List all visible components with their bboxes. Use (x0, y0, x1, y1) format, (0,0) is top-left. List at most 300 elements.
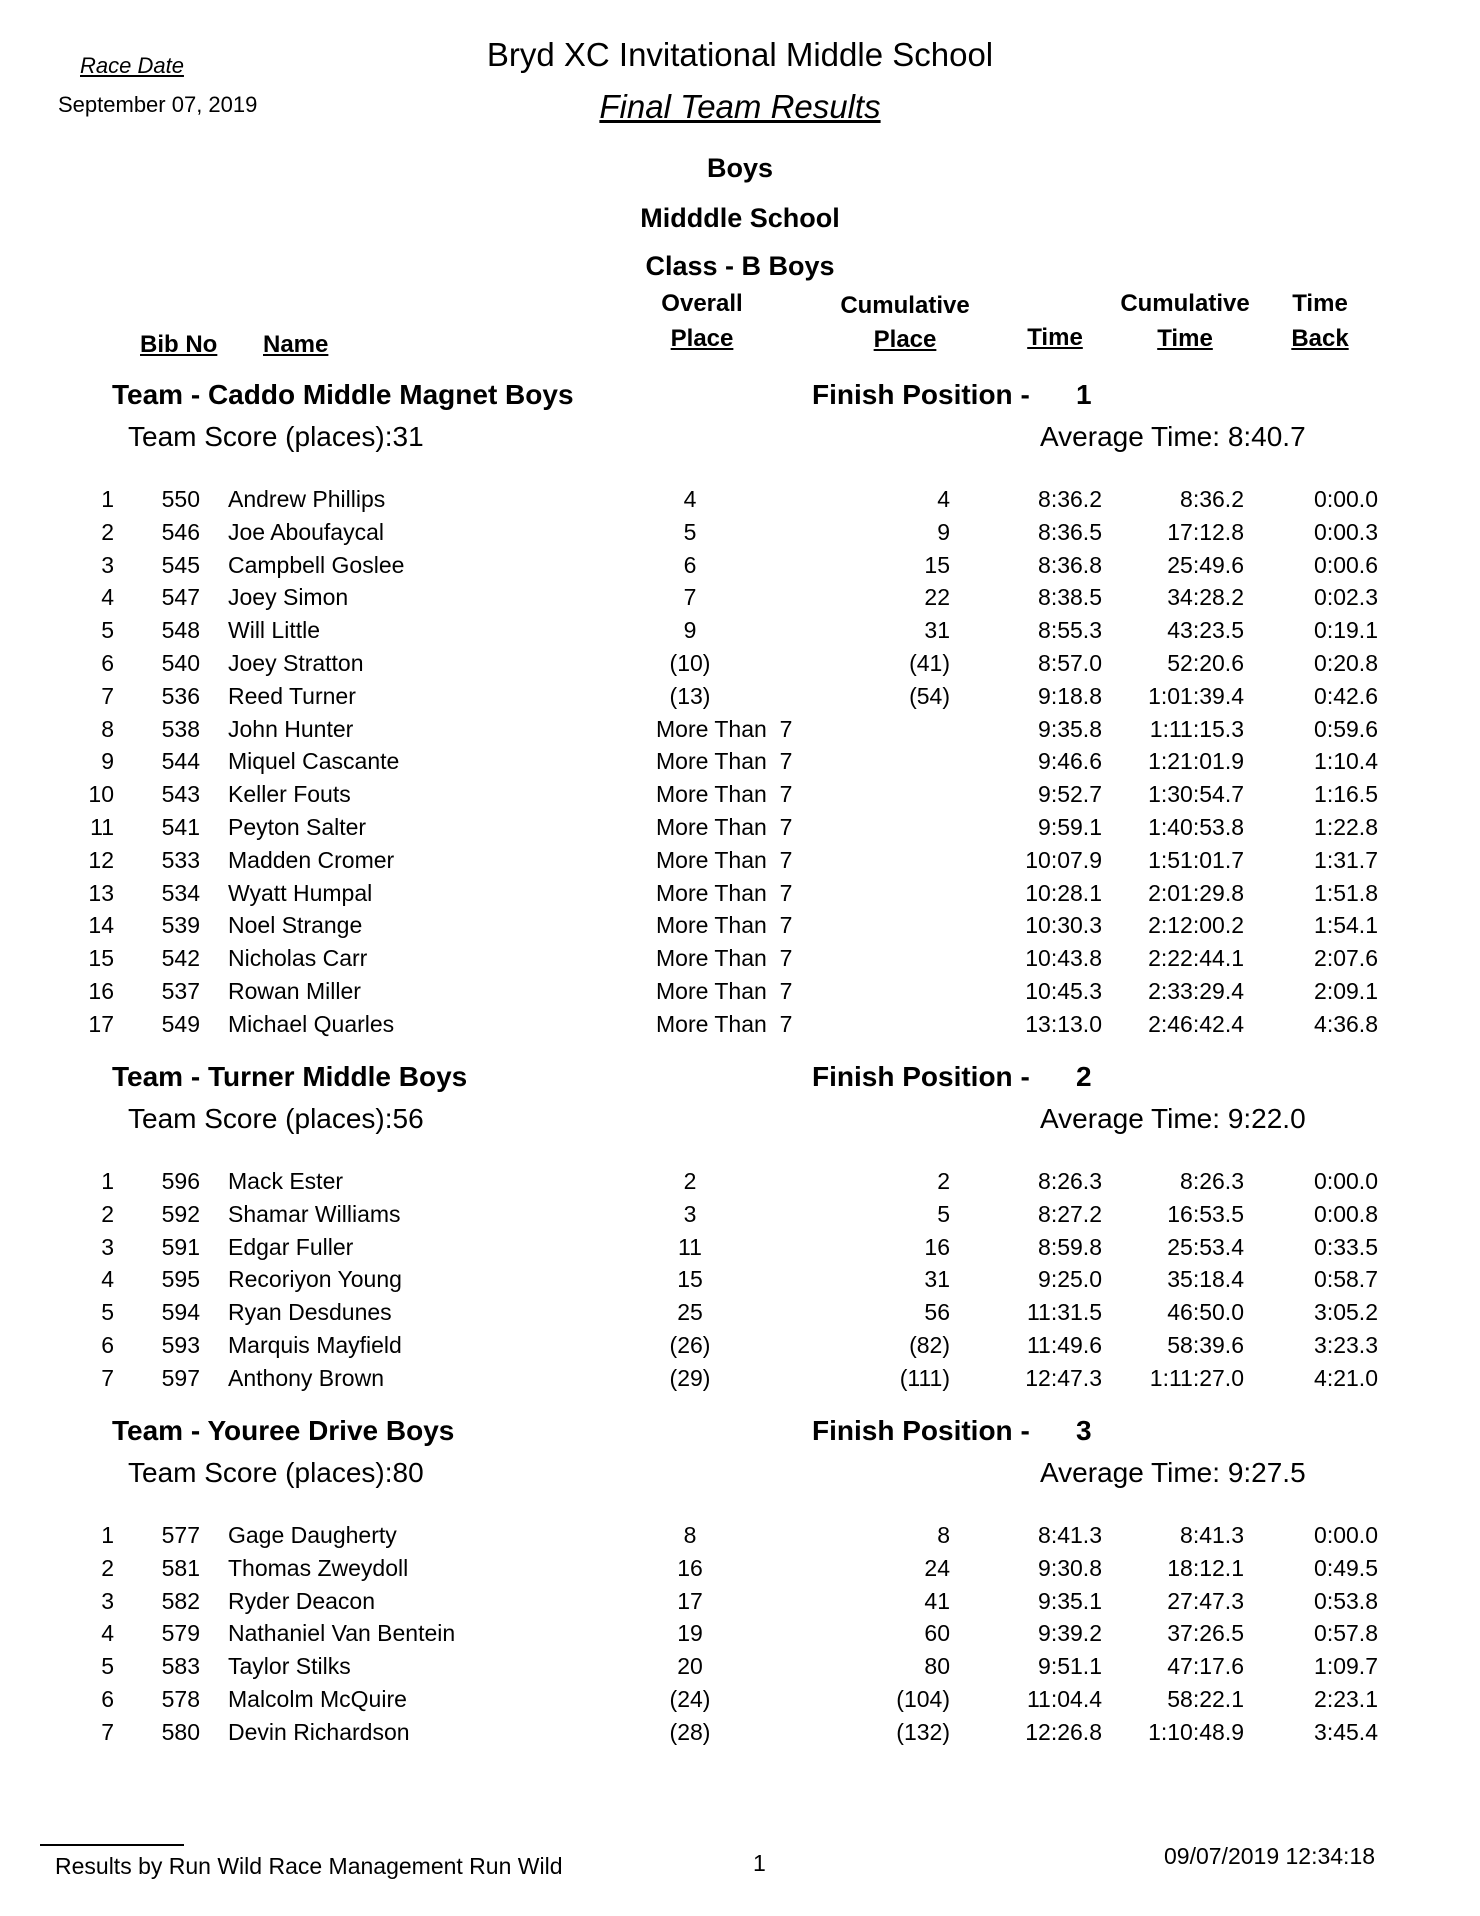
runner-time-back: 0:58.7 (1314, 1266, 1378, 1293)
runner-row (0, 1686, 1480, 1719)
runner-time-back: 2:09.1 (1314, 978, 1378, 1004)
runner-cumulative-place: 60 (924, 1620, 950, 1647)
average-time (1040, 1457, 1306, 1489)
runner-name: Will Little (228, 617, 321, 644)
runner-name: Taylor Stilks (228, 1653, 351, 1680)
runner-name: Gage Daugherty (228, 1522, 397, 1548)
runner-cumulative-time: 2:01:29.8 (1148, 879, 1244, 906)
runner-cumulative-time: 1:11:15.3 (1149, 715, 1244, 742)
runner-name: Peyton Salter (228, 814, 367, 840)
page-number: 1 (753, 1850, 766, 1876)
runner-place: 6 (101, 1686, 114, 1712)
runner-row (0, 650, 1480, 683)
runner-cumulative-time: 18:12.1 (1167, 1554, 1244, 1581)
average-time (1040, 1103, 1306, 1135)
runner-place: 2 (101, 518, 114, 545)
runner-place: 3 (101, 1587, 114, 1614)
runner-overall-place: More Than 7 (656, 846, 793, 873)
runner-bib: 594 (161, 1299, 200, 1326)
runner-cumulative-place: 31 (924, 617, 950, 644)
runner-time: 9:30.8 (1038, 1554, 1102, 1581)
runner-row (0, 1365, 1480, 1398)
runner-place: 6 (101, 1332, 114, 1358)
runner-name: Noel Strange (228, 912, 363, 939)
runner-name: Miquel Cascante (228, 748, 400, 775)
runner-overall-place: (13) (669, 682, 711, 709)
runner-bib: 577 (161, 1522, 200, 1548)
runner-time: 8:36.5 (1038, 518, 1102, 545)
runner-time: 11:49.6 (1026, 1332, 1102, 1358)
finish-position-value: 1 (1076, 379, 1092, 410)
runner-time-back: 0:42.6 (1314, 682, 1378, 709)
col-back-bottom: Back (1291, 325, 1349, 352)
runner-overall-place: 20 (677, 1653, 703, 1680)
runner-time-back: 0:57.8 (1314, 1620, 1378, 1647)
runner-overall-place: 9 (683, 617, 697, 644)
runner-time-back: 2:23.1 (1314, 1686, 1378, 1712)
runner-cumulative-time: 1:21:01.9 (1148, 748, 1244, 775)
runner-bib: 548 (161, 617, 200, 644)
average-time-value: 9:27.5 (1227, 1457, 1306, 1488)
runner-cumulative-place: 15 (924, 551, 950, 578)
runner-row (0, 519, 1480, 552)
runner-place: 15 (88, 945, 114, 972)
runner-place: 10 (88, 781, 114, 808)
runner-time: 10:43.8 (1025, 945, 1102, 972)
col-cum-time-bottom: Time (1157, 325, 1213, 352)
finish-position-value: 3 (1076, 1415, 1092, 1446)
runner-place: 3 (101, 551, 114, 578)
runner-overall-place: 4 (683, 486, 697, 512)
runner-row (0, 1522, 1480, 1555)
runner-place: 5 (101, 617, 114, 644)
runner-bib: 592 (161, 1200, 200, 1227)
runner-name: Malcolm McQuire (228, 1686, 407, 1712)
runner-bib: 583 (161, 1653, 200, 1680)
runner-name: Keller Fouts (228, 781, 351, 808)
runner-bib: 549 (161, 1010, 200, 1037)
runner-place: 3 (101, 1233, 114, 1260)
runner-row (0, 1299, 1480, 1332)
finish-position-value: 2 (1076, 1061, 1092, 1092)
runner-overall-place: More Than 7 (656, 781, 793, 808)
runner-place: 2 (101, 1554, 114, 1581)
team-name: Team - Youree Drive Boys (112, 1415, 455, 1446)
runner-row (0, 748, 1480, 781)
runner-overall-place: 17 (677, 1587, 703, 1614)
runner-place: 14 (88, 912, 114, 939)
runner-cumulative-time: 1:11:27.0 (1149, 1364, 1244, 1391)
team-score: Team Score (places):31 (128, 421, 424, 452)
runner-time-back: 1:22.8 (1314, 814, 1378, 840)
runner-cumulative-time: 58:22.1 (1167, 1686, 1244, 1712)
average-time (1040, 421, 1306, 453)
runner-time-back: 1:54.1 (1314, 912, 1378, 939)
runner-time: 9:18.8 (1038, 682, 1102, 709)
runner-time: 8:36.2 (1038, 486, 1102, 512)
runner-time-back: 0:00.3 (1314, 518, 1378, 545)
runner-time: 9:35.1 (1038, 1587, 1102, 1614)
runner-name: Anthony Brown (228, 1364, 384, 1391)
runner-cumulative-time: 58:39.6 (1167, 1332, 1244, 1358)
runner-row (0, 1332, 1480, 1365)
runner-cumulative-time: 27:47.3 (1167, 1587, 1244, 1614)
runner-time: 9:25.0 (1038, 1266, 1102, 1293)
division-heading: Boys (706, 153, 774, 183)
race-date-label: Race Date (80, 53, 184, 78)
runner-time-back: 1:10.4 (1314, 748, 1378, 775)
runner-time-back: 0:00.0 (1314, 486, 1378, 512)
level-heading: Midddle School (640, 203, 840, 233)
runner-row (0, 1719, 1480, 1752)
runner-time: 8:57.0 (1038, 650, 1102, 676)
runner-time: 8:59.8 (1038, 1233, 1102, 1260)
runner-overall-place: 2 (683, 1168, 697, 1194)
runner-time-back: 4:21.0 (1314, 1364, 1378, 1391)
runner-time: 8:36.8 (1038, 551, 1102, 578)
runner-cumulative-place: 31 (924, 1266, 950, 1293)
runner-name: Ryan Desdunes (228, 1299, 392, 1326)
runner-row (0, 1234, 1480, 1267)
runner-name: Michael Quarles (228, 1010, 395, 1037)
runner-time-back: 0:53.8 (1314, 1587, 1378, 1614)
team-name: Team - Caddo Middle Magnet Boys (112, 379, 574, 410)
runner-row (0, 617, 1480, 650)
runner-cumulative-place: 22 (924, 584, 950, 611)
runner-overall-place: 3 (683, 1200, 697, 1227)
average-time-value: 9:22.0 (1227, 1103, 1306, 1134)
col-name: Name (263, 331, 329, 358)
page-title: Bryd XC Invitational Middle School (486, 36, 994, 73)
runner-place: 7 (101, 1364, 114, 1391)
runner-bib: 550 (161, 486, 200, 512)
runner-time-back: 0:59.6 (1314, 715, 1378, 742)
runner-place: 4 (101, 1620, 114, 1647)
runner-time: 9:51.1 (1038, 1653, 1102, 1680)
runner-bib: 582 (161, 1587, 200, 1614)
runner-overall-place: (24) (669, 1686, 711, 1712)
runner-overall-place: 19 (677, 1620, 703, 1647)
runner-cumulative-time: 25:53.4 (1167, 1233, 1244, 1260)
runner-bib: 546 (161, 518, 200, 545)
runner-name: Campbell Goslee (228, 551, 405, 578)
runner-bib: 541 (161, 814, 200, 840)
runner-time: 9:39.2 (1038, 1620, 1102, 1647)
runner-overall-place: (29) (669, 1364, 711, 1391)
runner-cumulative-place: 41 (924, 1587, 950, 1614)
runner-bib: 591 (161, 1233, 200, 1260)
runner-place: 4 (101, 584, 114, 611)
runner-name: Nathaniel Van Bentein (228, 1620, 456, 1647)
runner-cumulative-place: 5 (937, 1200, 950, 1227)
finish-position-label: Finish Position - (812, 1061, 1030, 1092)
runner-time: 8:41.3 (1038, 1522, 1102, 1548)
runner-cumulative-time: 1:51:01.7 (1148, 846, 1244, 873)
runner-overall-place: More Than 7 (656, 1010, 793, 1037)
runner-row (0, 912, 1480, 945)
runner-name: Thomas Zweydoll (228, 1554, 409, 1581)
runner-time: 8:55.3 (1038, 617, 1102, 644)
runner-cumulative-place: 4 (937, 486, 950, 512)
runner-time-back: 3:45.4 (1314, 1718, 1378, 1745)
runner-overall-place: More Than 7 (656, 814, 793, 840)
runner-name: Joey Stratton (228, 650, 364, 676)
runner-time-back: 0:02.3 (1314, 584, 1378, 611)
runner-cumulative-place: (104) (896, 1686, 950, 1712)
runner-row (0, 978, 1480, 1011)
runner-place: 16 (88, 978, 114, 1004)
runner-time-back: 0:00.0 (1314, 1168, 1378, 1194)
runner-bib: 540 (161, 650, 200, 676)
runner-time: 8:27.2 (1038, 1200, 1102, 1227)
runner-cumulative-time: 16:53.5 (1167, 1200, 1244, 1227)
runner-name: Rowan Miller (228, 978, 361, 1004)
runner-place: 13 (88, 879, 114, 906)
runner-bib: 579 (161, 1620, 200, 1647)
runner-bib: 536 (161, 682, 200, 709)
team-name: Team - Turner Middle Boys (112, 1061, 468, 1092)
runner-bib: 533 (161, 846, 200, 873)
runner-name: Wyatt Humpal (228, 879, 373, 906)
col-time: Time (1027, 324, 1083, 351)
runner-bib: 593 (161, 1332, 200, 1358)
runner-cumulative-time: 2:12:00.2 (1148, 912, 1244, 939)
runner-place: 4 (101, 1266, 114, 1293)
runner-name: Ryder Deacon (228, 1587, 376, 1614)
runner-overall-place: More Than 7 (656, 879, 793, 906)
finish-position-label: Finish Position - (812, 1415, 1030, 1446)
col-back-top: Time (1292, 290, 1348, 317)
runner-overall-place: 7 (683, 584, 697, 611)
runner-place: 7 (101, 1718, 114, 1745)
runner-name: Marquis Mayfield (228, 1332, 402, 1358)
runner-cumulative-place: 56 (924, 1299, 950, 1326)
runner-bib: 597 (161, 1364, 200, 1391)
runner-name: Joey Simon (228, 584, 349, 611)
runner-cumulative-place: (41) (909, 650, 950, 676)
runner-bib: 547 (161, 584, 200, 611)
runner-bib: 537 (161, 978, 200, 1004)
runner-row (0, 814, 1480, 847)
runner-bib: 544 (161, 748, 200, 775)
team-score: Team Score (places):56 (128, 1103, 424, 1134)
runner-cumulative-time: 34:28.2 (1167, 584, 1244, 611)
runner-place: 11 (90, 814, 114, 840)
runner-cumulative-time: 37:26.5 (1167, 1620, 1244, 1647)
runner-cumulative-time: 35:18.4 (1167, 1266, 1244, 1293)
runner-row (0, 1168, 1480, 1201)
runner-overall-place: (10) (669, 650, 711, 676)
runner-overall-place: 6 (683, 551, 697, 578)
runner-row (0, 1555, 1480, 1588)
col-overall-bottom: Place (670, 325, 734, 352)
runner-time: 9:52.7 (1038, 781, 1102, 808)
runner-overall-place: (28) (669, 1718, 711, 1745)
runner-row (0, 781, 1480, 814)
runner-row (0, 847, 1480, 880)
runner-name: Andrew Phillips (228, 486, 386, 512)
runner-place: 12 (88, 846, 114, 873)
average-time-label: Average Time: (1040, 1103, 1221, 1134)
runner-cumulative-time: 2:33:29.4 (1148, 978, 1244, 1004)
runner-name: Recoriyon Young (228, 1266, 402, 1293)
runner-name: Joe Aboufaycal (228, 518, 385, 545)
col-cum-place-bottom: Place (873, 326, 937, 353)
average-time-label: Average Time: (1040, 1457, 1221, 1488)
runner-time-back: 1:51.8 (1314, 879, 1378, 906)
runner-cumulative-place: (111) (899, 1364, 950, 1391)
runner-row (0, 1653, 1480, 1686)
runner-bib: 581 (161, 1554, 200, 1581)
runner-row (0, 683, 1480, 716)
runner-overall-place: More Than 7 (656, 945, 793, 972)
runner-time-back: 3:23.3 (1314, 1332, 1378, 1358)
runner-place: 1 (101, 1522, 114, 1548)
runner-place: 8 (101, 715, 114, 742)
runner-row (0, 716, 1480, 749)
page-subtitle: Final Team Results (599, 88, 881, 125)
runner-cumulative-time: 43:23.5 (1167, 617, 1244, 644)
runner-time-back: 1:31.7 (1314, 846, 1378, 873)
runner-time-back: 0:00.6 (1314, 551, 1378, 578)
runner-cumulative-time: 8:26.3 (1180, 1168, 1244, 1194)
runner-cumulative-place: 8 (937, 1522, 950, 1548)
runner-time-back: 0:00.0 (1314, 1522, 1378, 1548)
runner-bib: 539 (161, 912, 200, 939)
runner-time-back: 2:07.6 (1314, 945, 1378, 972)
col-cum-time-top: Cumulative (1120, 290, 1250, 317)
runner-name: Reed Turner (228, 682, 356, 709)
runner-cumulative-time: 1:30:54.7 (1148, 781, 1244, 808)
runner-name: Edgar Fuller (228, 1233, 354, 1260)
runner-cumulative-time: 1:01:39.4 (1148, 682, 1244, 709)
runner-cumulative-time: 2:46:42.4 (1148, 1010, 1244, 1037)
runner-time: 9:46.6 (1038, 748, 1102, 775)
runner-overall-place: 11 (678, 1233, 702, 1260)
runner-time: 10:07.9 (1025, 846, 1102, 873)
runner-bib: 595 (161, 1266, 200, 1293)
runner-bib: 578 (161, 1686, 200, 1712)
runner-place: 1 (101, 486, 114, 512)
runner-cumulative-place: (54) (909, 682, 950, 709)
class-heading: Class - B Boys (645, 251, 835, 281)
runner-name: Devin Richardson (228, 1718, 410, 1745)
runner-overall-place: More Than 7 (656, 912, 793, 939)
runner-cumulative-time: 25:49.6 (1167, 551, 1244, 578)
runner-name: Madden Cromer (228, 846, 395, 873)
average-time-value: 8:40.7 (1227, 421, 1306, 452)
runner-time: 8:26.3 (1038, 1168, 1102, 1194)
runner-name: Shamar Williams (228, 1200, 401, 1227)
runner-cumulative-place: 24 (924, 1554, 950, 1581)
runner-row (0, 584, 1480, 617)
runner-bib: 538 (161, 715, 200, 742)
runner-cumulative-time: 47:17.6 (1167, 1653, 1244, 1680)
col-cum-place-top: Cumulative (840, 292, 970, 319)
runner-row (0, 1201, 1480, 1234)
runner-overall-place: 16 (677, 1554, 703, 1581)
runner-place: 17 (88, 1010, 114, 1037)
runner-time: 12:26.8 (1025, 1718, 1102, 1745)
runner-time: 10:45.3 (1025, 978, 1102, 1004)
runner-time-back: 0:19.1 (1314, 617, 1378, 644)
runner-cumulative-place: 16 (924, 1233, 950, 1260)
runner-cumulative-place: 2 (937, 1168, 950, 1194)
runner-bib: 596 (161, 1168, 200, 1194)
runner-overall-place: More Than 7 (656, 978, 793, 1004)
average-time-label: Average Time: (1040, 421, 1221, 452)
runner-row (0, 486, 1480, 519)
runner-time: 10:30.3 (1025, 912, 1102, 939)
runner-row (0, 1620, 1480, 1653)
runner-time: 13:13.0 (1025, 1010, 1102, 1037)
runner-overall-place: 25 (677, 1299, 703, 1326)
runner-time-back: 0:33.5 (1314, 1233, 1378, 1260)
runner-place: 5 (101, 1299, 114, 1326)
runner-time-back: 0:49.5 (1314, 1554, 1378, 1581)
runner-cumulative-time: 8:41.3 (1180, 1522, 1244, 1548)
runner-place: 7 (101, 682, 114, 709)
runner-row (0, 880, 1480, 913)
runner-cumulative-place: (82) (909, 1332, 950, 1358)
runner-time-back: 4:36.8 (1314, 1010, 1378, 1037)
runner-row (0, 1011, 1480, 1044)
footer-credit: Results by Run Wild Race Management Run Wild (55, 1853, 563, 1879)
runner-bib: 580 (161, 1718, 200, 1745)
finish-position-label: Finish Position - (812, 379, 1030, 410)
runner-cumulative-place: (132) (896, 1718, 950, 1745)
runner-cumulative-place: 9 (937, 518, 950, 545)
runner-name: Mack Ester (228, 1168, 344, 1194)
footer-divider (40, 1844, 184, 1846)
runner-time-back: 1:09.7 (1314, 1653, 1378, 1680)
runner-time-back: 0:20.8 (1314, 650, 1378, 676)
runner-row (0, 945, 1480, 978)
runner-name: John Hunter (228, 715, 354, 742)
runner-cumulative-time: 17:12.8 (1167, 518, 1244, 545)
runner-time: 11:31.5 (1026, 1299, 1102, 1326)
footer-timestamp: 09/07/2019 12:34:18 (1164, 1843, 1376, 1869)
runner-time-back: 0:00.8 (1314, 1200, 1378, 1227)
col-overall-top: Overall (661, 290, 743, 317)
runner-cumulative-time: 8:36.2 (1180, 486, 1244, 512)
runner-overall-place: 15 (677, 1266, 703, 1293)
team-score: Team Score (places):80 (128, 1457, 424, 1488)
runner-overall-place: 8 (683, 1522, 697, 1548)
runner-overall-place: More Than 7 (656, 715, 793, 742)
runner-time: 12:47.3 (1025, 1364, 1102, 1391)
col-bib-no: Bib No (140, 331, 218, 358)
runner-bib: 542 (161, 945, 200, 972)
runner-cumulative-time: 2:22:44.1 (1148, 945, 1244, 972)
runner-row (0, 552, 1480, 585)
runner-bib: 543 (161, 781, 200, 808)
runner-time: 8:38.5 (1038, 584, 1102, 611)
runner-cumulative-time: 46:50.0 (1167, 1299, 1244, 1326)
runner-overall-place: (26) (669, 1332, 711, 1358)
runner-cumulative-time: 1:10:48.9 (1148, 1718, 1244, 1745)
runner-cumulative-time: 52:20.6 (1167, 650, 1244, 676)
runner-cumulative-place: 80 (924, 1653, 950, 1680)
runner-bib: 534 (161, 879, 200, 906)
runner-cumulative-time: 1:40:53.8 (1148, 814, 1244, 840)
runner-time: 11:04.4 (1026, 1686, 1102, 1712)
runner-overall-place: 5 (683, 518, 697, 545)
runner-time-back: 1:16.5 (1314, 781, 1378, 808)
runner-time: 9:59.1 (1038, 814, 1102, 840)
runner-time: 9:35.8 (1038, 715, 1102, 742)
runner-bib: 545 (161, 551, 200, 578)
